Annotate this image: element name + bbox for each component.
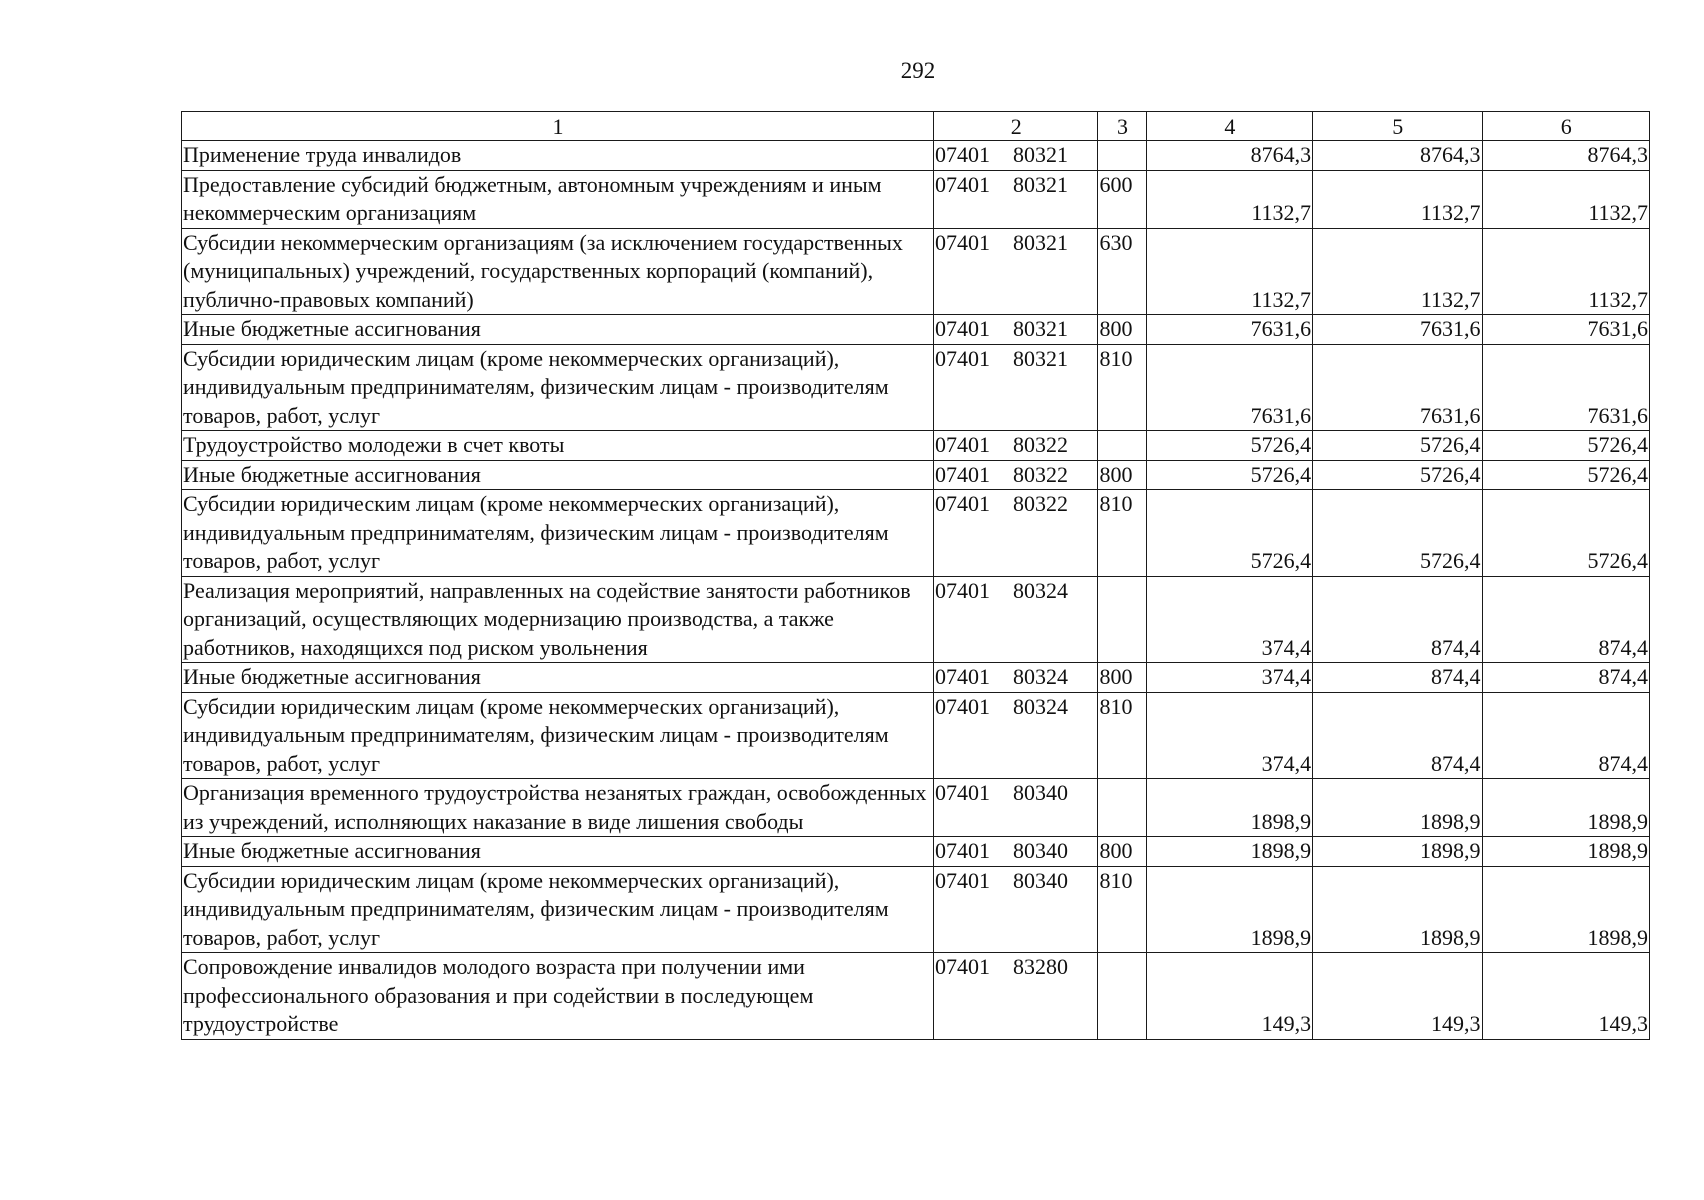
row-name: Применение труда инвалидов [182,141,934,171]
table-row [182,141,1650,171]
row-expense-type: 810 [1098,490,1146,577]
table-row [182,170,1650,228]
row-value-4: 5726,4 [1146,490,1312,577]
csr-direction-code: 80321 [1013,316,1069,341]
row-value-6: 874,4 [1482,663,1649,693]
page-number: 292 [900,58,936,83]
row-value-5: 1898,9 [1313,837,1482,867]
row-name: Субсидии юридическим лицам (кроме некоммерческих организаций), индивидуальным предпринимателям, физическим лицам - производителям товаров, работ, услуг [182,490,934,577]
table-body [182,141,1650,1040]
row-csr [934,460,1098,490]
table-row [182,490,1650,577]
table-row [182,315,1650,345]
row-expense-type: 800 [1098,663,1146,693]
row-csr [934,953,1098,1040]
csr-program-code: 07401 [935,229,991,255]
row-expense-type: 800 [1098,837,1146,867]
row-value-6: 7631,6 [1482,315,1649,345]
csr-direction-code: 80324 [1013,664,1069,689]
row-name: Предоставление субсидий бюджетным, автономным учреждениям и иным некоммерческим организациям [182,170,934,228]
row-name: Иные бюджетные ассигнования [182,460,934,490]
row-expense-type: 600 [1098,170,1146,228]
row-value-5: 874,4 [1313,663,1482,693]
table-row [182,866,1650,953]
row-name: Реализация мероприятий, направленных на содействие занятости работников организаций, осуществляющих модернизацию производства, а также работников, находящихся под риском увольнения [182,576,934,663]
table-row [182,576,1650,663]
row-value-6: 1898,9 [1482,866,1649,953]
csr-direction-code: 83280 [1013,954,1069,979]
table-row [182,344,1650,431]
row-value-6: 8764,3 [1482,141,1649,171]
csr-program-code: 07401 [935,867,991,893]
row-expense-type: 810 [1098,344,1146,431]
csr-program-code: 07401 [935,780,991,805]
row-expense-type: 630 [1098,228,1146,315]
csr-direction-code: 80340 [1013,780,1069,805]
csr-program-code: 07401 [935,461,991,487]
row-csr [934,692,1098,779]
row-value-5: 5726,4 [1313,490,1482,577]
row-csr [934,170,1098,228]
row-name: Иные бюджетные ассигнования [182,663,934,693]
row-name: Трудоустройство молодежи в счет квоты [182,431,934,461]
row-csr [934,315,1098,345]
csr-direction-code: 80324 [1013,577,1069,603]
row-name: Иные бюджетные ассигнования [182,837,934,867]
csr-program-code: 07401 [935,693,991,719]
table-row [182,228,1650,315]
csr-program-code: 07401 [935,432,991,457]
row-expense-type [1098,141,1146,171]
table-row [182,953,1650,1040]
csr-direction-code: 80340 [1013,867,1069,893]
table-row [182,663,1650,693]
row-value-4: 1132,7 [1146,170,1312,228]
row-value-4: 374,4 [1146,576,1312,663]
table-row [182,692,1650,779]
row-value-4: 1132,7 [1146,228,1312,315]
header-cell-name: 1 [182,112,934,141]
row-value-4: 5726,4 [1146,431,1312,461]
csr-direction-code: 80322 [1013,432,1069,457]
row-csr [934,490,1098,577]
row-value-6: 1898,9 [1482,837,1649,867]
row-value-4: 7631,6 [1146,344,1312,431]
row-csr [934,779,1098,837]
row-name: Иные бюджетные ассигнования [182,315,934,345]
row-csr [934,228,1098,315]
row-csr [934,344,1098,431]
header-cell-vr: 3 [1098,112,1146,141]
row-csr [934,576,1098,663]
row-value-5: 149,3 [1313,953,1482,1040]
row-expense-type: 800 [1098,315,1146,345]
row-name: Субсидии юридическим лицам (кроме некоммерческих организаций), индивидуальным предпринимателям, физическим лицам - производителям товаров, работ, услуг [182,344,934,431]
row-value-6: 5726,4 [1482,431,1649,461]
table-header [182,112,1650,141]
row-value-4: 374,4 [1146,692,1312,779]
row-value-4: 7631,6 [1146,315,1312,345]
table-row [182,837,1650,867]
csr-direction-code: 80321 [1013,171,1069,197]
row-value-6: 149,3 [1482,953,1649,1040]
row-csr [934,837,1098,867]
row-value-6: 5726,4 [1482,460,1649,490]
row-value-5: 1898,9 [1313,779,1482,837]
row-expense-type: 810 [1098,866,1146,953]
row-name: Сопровождение инвалидов молодого возраста при получении ими профессионального образования и при содействии в последующем трудоустройстве [182,953,934,1040]
row-value-6: 1132,7 [1482,228,1649,315]
row-value-6: 1898,9 [1482,779,1649,837]
row-value-6: 874,4 [1482,576,1649,663]
row-value-5: 874,4 [1313,692,1482,779]
row-value-5: 1132,7 [1313,170,1482,228]
row-value-6: 1132,7 [1482,170,1649,228]
row-csr [934,866,1098,953]
row-value-4: 8764,3 [1146,141,1312,171]
row-name: Субсидии некоммерческим организациям (за исключением государственных (муниципальных) учреждений, государственных корпораций (компаний), публично-правовых компаний) [182,228,934,315]
row-value-5: 7631,6 [1313,344,1482,431]
csr-program-code: 07401 [935,954,991,979]
table-row [182,779,1650,837]
row-csr [934,431,1098,461]
header-cell-value-4: 4 [1146,112,1312,141]
row-csr [934,663,1098,693]
row-value-5: 5726,4 [1313,431,1482,461]
row-value-6: 5726,4 [1482,490,1649,577]
csr-program-code: 07401 [935,664,991,689]
row-name: Организация временного трудоустройства незанятых граждан, освобожденных из учреждений, исполняющих наказание в виде лишения свободы [182,779,934,837]
row-value-4: 374,4 [1146,663,1312,693]
header-cell-csr: 2 [934,112,1098,141]
row-value-4: 1898,9 [1146,837,1312,867]
row-value-5: 7631,6 [1313,315,1482,345]
csr-program-code: 07401 [935,491,991,516]
row-value-5: 5726,4 [1313,460,1482,490]
row-expense-type [1098,431,1146,461]
row-value-4: 149,3 [1146,953,1312,1040]
row-value-4: 1898,9 [1146,779,1312,837]
table-row [182,431,1650,461]
row-value-5: 874,4 [1313,576,1482,663]
csr-direction-code: 80324 [1013,693,1069,719]
csr-program-code: 07401 [935,577,991,603]
row-name: Субсидии юридическим лицам (кроме некоммерческих организаций), индивидуальным предпринимателям, физическим лицам - производителям товаров, работ, услуг [182,866,934,953]
row-value-4: 5726,4 [1146,460,1312,490]
row-value-5: 1132,7 [1313,228,1482,315]
header-cell-value-5: 5 [1313,112,1482,141]
csr-direction-code: 80322 [1013,461,1069,487]
row-value-6: 874,4 [1482,692,1649,779]
csr-program-code: 07401 [935,838,991,863]
row-name: Субсидии юридическим лицам (кроме некоммерческих организаций), индивидуальным предпринимателям, физическим лицам - производителям товаров, работ, услуг [182,692,934,779]
csr-program-code: 07401 [935,171,991,197]
csr-program-code: 07401 [935,345,991,371]
row-value-5: 8764,3 [1313,141,1482,171]
row-value-4: 1898,9 [1146,866,1312,953]
row-expense-type [1098,953,1146,1040]
header-row [182,112,1650,141]
row-expense-type [1098,576,1146,663]
row-value-6: 7631,6 [1482,344,1649,431]
row-csr [934,141,1098,171]
row-value-5: 1898,9 [1313,866,1482,953]
row-expense-type: 810 [1098,692,1146,779]
csr-direction-code: 80321 [1013,229,1069,255]
table-row [182,460,1650,490]
csr-direction-code: 80340 [1013,838,1069,863]
csr-direction-code: 80321 [1013,345,1069,371]
header-cell-value-6: 6 [1482,112,1649,141]
budget-table [181,111,1650,1040]
csr-direction-code: 80321 [1013,142,1069,167]
csr-program-code: 07401 [935,316,991,341]
csr-direction-code: 80322 [1013,491,1069,516]
row-expense-type: 800 [1098,460,1146,490]
csr-program-code: 07401 [935,142,991,167]
row-expense-type [1098,779,1146,837]
